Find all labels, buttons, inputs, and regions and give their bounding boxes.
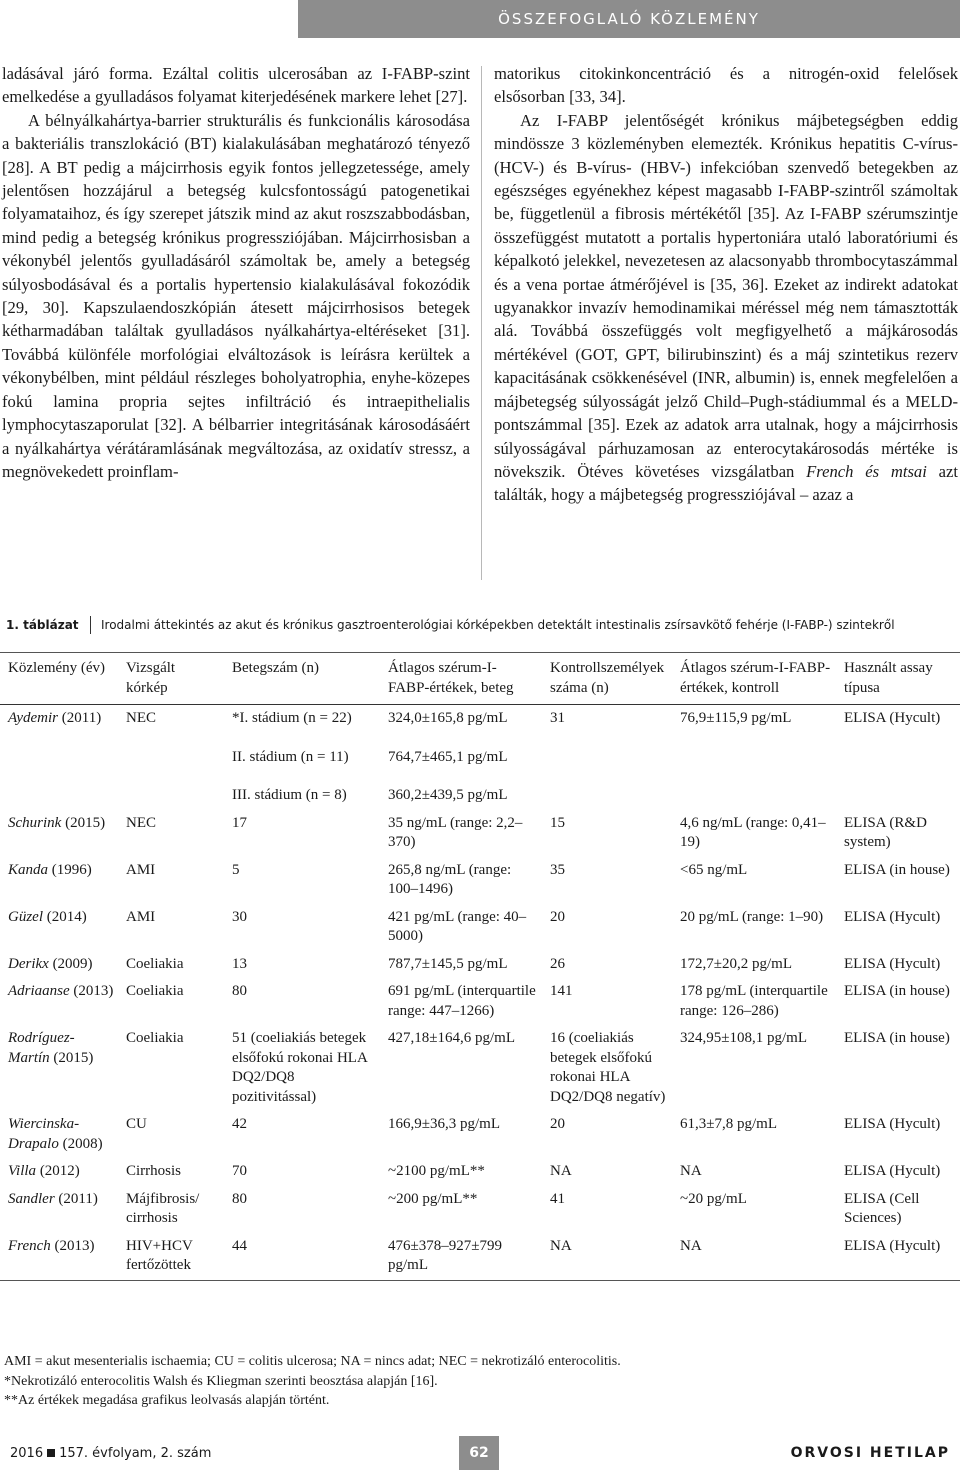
mean-value: 764,7±465,1 pg/mL (388, 748, 508, 765)
table-caption-text: Irodalmi áttekintés az akut és krónikus gasztroenterológiai kórképekben detektált intestinalis zsírsavkötő fehérje (I-FABP-) szintekről (101, 618, 895, 632)
cell-disease: AMI (126, 861, 156, 878)
patient-count: II. stádium (n = 11) (232, 748, 349, 765)
table-row (0, 1111, 960, 1158)
cell-author (0, 1111, 118, 1158)
mean-value: 427,18±164,6 pg/mL (388, 1030, 515, 1046)
cell-control-count: 16 (coeliakiás betegek elsőfokú rokonai HLA DQ2/DQ8 negatív) (550, 1030, 666, 1105)
cell-assay: ELISA (Hycult) (844, 1116, 941, 1132)
cell-mean-control: <65 ng/mL (680, 861, 748, 878)
mean-value: ~200 pg/mL** (388, 1190, 478, 1207)
cell-author (0, 1158, 118, 1186)
patient-count: 80 (232, 983, 247, 999)
cell-patient-count (224, 951, 380, 979)
cell-mean-patient (380, 857, 542, 904)
cell-control-count: NA (542, 1233, 672, 1281)
author-name: Derikx (8, 955, 49, 972)
column-header: Használt assay típusa (836, 653, 960, 705)
table-note: AMI = akut mesenterialis ischaemia; CU = colitis ulcerosa; NA = nincs adat; NEC = nekrotizáló enterocolitis. (4, 1354, 621, 1369)
cited-authors: French és mtsai (806, 461, 927, 481)
cell-patient-count (224, 705, 380, 810)
author-name: Adriaanse (8, 983, 70, 999)
cell-mean-control: ~20 pg/mL (680, 1190, 747, 1207)
cell-author (0, 1025, 118, 1111)
publication-year: (2015) (61, 814, 106, 831)
paragraph: matorikus citokinkoncentráció és a nitrogén-oxid felelősek elsősorban [33, 34]. (494, 64, 958, 107)
table-row (0, 1158, 960, 1186)
cell-assay: ELISA (Hycult) (844, 1163, 941, 1179)
table-row (0, 705, 960, 810)
cell-author (0, 705, 118, 810)
cell-author (0, 978, 118, 1025)
cell-control-count: 41 (550, 1190, 565, 1207)
caption-divider (90, 616, 91, 634)
patient-count: 42 (232, 1116, 247, 1132)
paragraph: ladásával járó forma. Ezáltal colitis ulcerosában az I-FABP-szint emelkedése a gyulladásos folyamat kiterjedésének markere lehet [27]. (2, 64, 470, 107)
mean-value: 421 pg/mL (range: 40–5000) (388, 908, 527, 944)
author-name: Schurink (8, 814, 62, 831)
cell-assay: ELISA (in house) (844, 1030, 950, 1046)
mean-value: 787,7±145,5 pg/mL (388, 955, 508, 972)
cell-mean-control: 4,6 ng/mL (range: 0,41–19) (680, 814, 826, 850)
cell-assay: ELISA (Hycult) (844, 908, 941, 925)
author-name: Kanda (8, 861, 49, 878)
cell-mean-control: 76,9±115,9 pg/mL (680, 710, 792, 726)
cell-disease: Coeliakia (126, 1030, 184, 1046)
cell-mean-control: NA (680, 1163, 702, 1179)
column-header: Vizsgált kórkép (118, 653, 224, 705)
publication-year: (1996) (48, 861, 92, 878)
table-row (0, 978, 960, 1025)
patient-count: 70 (232, 1163, 247, 1179)
cell-assay: ELISA (Hycult) (836, 1233, 960, 1281)
paragraph: Az I-FABP jelentőségét krónikus májbetegségben eddig mindössze 3 közleményben elemezték. Krónikus hepatitis C-vírus- (HCV-) és B-vírus- (HBV-) infekcióban szenvedő betegekben az egészséges egyénekhez képest magasabb I-FABP-szintről számoltak be, függetlenül a fibrosis mértékétől [35]. Az I-FABP szérumszintje összefüggést mutatott a portalis hypertoniára utaló laboratóriumi és képalkotó jelekkel, nevezetesen az alacsonyabb thrombocytaszámmal és a vena portae átmérőjével is [35, 36]. Ezeket az indirekt adatokat ugyanakkor invazív hemodinamikai méréssel még nem támasztották alá. Továbbá összefüggés volt megfigyelhető a májkárosodás mértékével (GOT, GPT, bilirubinszint) és a máj szintetikus rezerv kapacitásának csökkenésével (INR, albumin) is, ennek megfelelően a májbetegség súlyosságát jelző Child–Pugh-stádiummal és a MELD-pontszámmal [35]. Ezek az adatok arra utalnak, hogy a májcirrhosis súlyosságával párhuzamosan az enterocytakárosodás mértéke is növekszik. Ötéves követéses vizsgálatban French és mtsai azt találták, hogy a májbetegség progressziójával – azaz a (494, 110, 958, 505)
cell-assay: ELISA (Cell Sciences) (844, 1190, 920, 1226)
table-row (0, 1025, 960, 1111)
cell-mean-control: 178 pg/mL (interquartile range: 126–286) (680, 983, 828, 1019)
cell-control-count: NA (550, 1163, 572, 1179)
cell-control-count: 35 (550, 861, 565, 878)
patient-count: *I. stádium (n = 22) (232, 710, 352, 726)
table-note: **Az értékek megadása grafikus leolvasás alapján történt. (4, 1393, 330, 1408)
cell-control-count: 15 (550, 814, 565, 831)
publication-year: (2012) (36, 1163, 80, 1179)
publication-year: (2011) (58, 710, 102, 726)
author-name: Rodríguez-Martín (8, 1030, 75, 1066)
publication-year: (2008) (58, 1135, 103, 1152)
cell-assay: ELISA (in house) (844, 861, 950, 878)
section-header (298, 0, 960, 38)
table-header-row (0, 653, 960, 705)
patient-count: 44 (232, 1237, 247, 1254)
cell-disease: Coeliakia (126, 955, 184, 972)
cell-control-count: 141 (550, 983, 573, 999)
table-row (0, 810, 960, 857)
cell-mean-patient (380, 1186, 542, 1233)
cell-author (0, 951, 118, 979)
author-name: French (8, 1237, 51, 1254)
cell-mean-patient (380, 1111, 542, 1158)
cell-patient-count (224, 904, 380, 951)
cell-disease: NEC (126, 710, 156, 726)
cell-author (0, 904, 118, 951)
cell-patient-count (224, 1025, 380, 1111)
publication-year: (2013) (50, 1237, 95, 1254)
cell-disease: CU (126, 1116, 147, 1132)
table-row (0, 951, 960, 979)
column-header: Közlemény (év) (0, 653, 118, 705)
column-header: Betegszám (n) (224, 653, 380, 705)
page-number: 62 (469, 1445, 489, 1461)
cell-control-count: 20 (550, 1116, 565, 1132)
cell-patient-count (224, 1158, 380, 1186)
cell-mean-patient (380, 978, 542, 1025)
column-header: Átlagos szérum-I-FABP-értékek, beteg (380, 653, 542, 705)
cell-assay: ELISA (Hycult) (844, 710, 941, 726)
mean-value: 360,2±439,5 pg/mL (388, 787, 508, 803)
table-row (0, 857, 960, 904)
footer-volume: 157. évfolyam, 2. szám (59, 1446, 212, 1461)
cell-mean-control: 324,95±108,1 pg/mL (680, 1030, 807, 1046)
cell-disease: AMI (126, 908, 156, 925)
cell-patient-count (224, 810, 380, 857)
table-row (0, 1233, 960, 1281)
cell-control-count: 26 (550, 955, 565, 972)
page-number-box (459, 1436, 499, 1470)
journal-name: ORVOSI HETILAP (790, 1445, 950, 1461)
publication-year: (2015) (49, 1049, 94, 1066)
patient-count: 5 (232, 861, 240, 878)
cell-mean-patient (380, 705, 542, 810)
cell-mean-control: NA (672, 1233, 836, 1281)
patient-count: III. stádium (n = 8) (232, 787, 347, 803)
cell-assay: ELISA (in house) (844, 983, 950, 999)
author-name: Villa (8, 1163, 37, 1179)
cell-disease: HIV+HCV fertőzöttek (118, 1233, 224, 1281)
author-name: Sandler (8, 1190, 55, 1207)
cell-patient-count (224, 978, 380, 1025)
mean-value: ~2100 pg/mL** (388, 1163, 485, 1179)
cell-mean-patient (380, 951, 542, 979)
data-table (0, 652, 960, 1281)
body-column-right (494, 62, 958, 507)
table-note: *Nekrotizáló enterocolitis Walsh és Kliegman szerinti beosztása alapján [16]. (4, 1373, 438, 1389)
cell-disease: Coeliakia (126, 983, 184, 999)
cell-assay: ELISA (Hycult) (844, 955, 941, 972)
cell-disease: NEC (126, 814, 156, 831)
cell-author (0, 857, 118, 904)
cell-control-count: 20 (550, 908, 565, 925)
cell-author (0, 1233, 118, 1281)
cell-mean-control: 61,3±7,8 pg/mL (680, 1116, 777, 1132)
mean-value: 166,9±36,3 pg/mL (388, 1116, 500, 1132)
footer-issue (10, 1446, 211, 1461)
patient-count: 30 (232, 908, 247, 925)
author-name: Aydemir (8, 710, 58, 726)
cell-mean-control: 172,7±20,2 pg/mL (680, 955, 792, 972)
author-name: Wiercinska-Drapalo (8, 1116, 80, 1152)
mean-value: 691 pg/mL (interquartile range: 447–1266) (388, 983, 536, 1019)
mean-value: 35 ng/mL (range: 2,2–370) (388, 814, 523, 850)
cell-author (0, 1186, 118, 1233)
table-row (0, 904, 960, 951)
square-icon (47, 1449, 55, 1457)
cell-mean-patient (380, 1025, 542, 1111)
cell-patient-count (224, 1186, 380, 1233)
mean-value: 476±378–927±799 pg/mL (388, 1237, 502, 1273)
column-divider (481, 66, 482, 580)
mean-value: 265,8 ng/mL (range: 100–1496) (388, 861, 512, 897)
cell-patient-count (224, 1233, 380, 1281)
patient-count: 80 (232, 1190, 247, 1207)
cell-mean-patient (380, 810, 542, 857)
table-notes (4, 1352, 621, 1411)
cell-mean-control: 20 pg/mL (range: 1–90) (680, 908, 824, 925)
table-label: 1. táblázat (6, 618, 79, 632)
publication-year: (2013) (69, 983, 114, 999)
paragraph: A bélnyálkahártya-barrier strukturális és funkcionális károsodása a bakteriális transzlokáció (BT) kialakulásában meghatározó tényező [28]. A BT pedig a májcirrhosis egyik fontos jellegzetessége, amely jelentősen hozzájárul a betegség kulcsfontosságú patogenetikai folyamataihoz, és így szerepet játszik mind az akut roszszabbodásban, mind pedig a betegség krónikus progressziójában. Májcirrhosisban a vékonybél jelentős gyulladásáról számoltak be, amely a betegség súlyosbodásával és a portalis hypertensio kialakulásával fokozódik [29, 30]. Kapszulaendoszkópián átesett májcirrhosisos betegek kétharmadában találtak gyulladásos nyálkahártya-eltéréseket [31]. Továbbá különféle morfológiai elváltozások is leírásra kerültek a vékonybélben, mint például részleges boholyatrophia, enyhe-közepes fokú lamina propria sejtes infiltráció és intraepithelialis lymphocytaszaporulat [32]. A bélbarrier integritásának károsodásáért a nyálkahártya vérátáramlásának megváltozása, az oxidatív stressz, a megnövekedett proinflam- (2, 110, 470, 481)
publication-year: (2009) (48, 955, 93, 972)
mean-value: 324,0±165,8 pg/mL (388, 710, 508, 726)
cell-control-count: 31 (550, 710, 565, 726)
cell-disease: Cirrhosis (126, 1163, 182, 1179)
footer-year: 2016 (10, 1446, 44, 1461)
patient-count: 13 (232, 955, 247, 972)
column-header: Átlagos szérum-I-FABP-értékek, kontroll (672, 653, 836, 705)
author-name: Güzel (8, 908, 43, 925)
patient-count: 51 (coeliakiás betegek elsőfokú rokonai HLA DQ2/DQ8 pozitivitással) (232, 1030, 367, 1105)
cell-mean-patient (380, 1158, 542, 1186)
cell-patient-count (224, 1111, 380, 1158)
patient-count: 17 (232, 814, 247, 831)
table-row (0, 1186, 960, 1233)
publication-year: (2014) (43, 908, 87, 925)
cell-mean-patient (380, 1233, 542, 1281)
body-column-left (2, 62, 470, 483)
column-header: Kontrollszemélyek száma (n) (542, 653, 672, 705)
cell-mean-patient (380, 904, 542, 951)
cell-author (0, 810, 118, 857)
section-title: ÖSSZEFOGLALÓ KÖZLEMÉNY (498, 10, 760, 28)
publication-year: (2011) (54, 1190, 98, 1207)
cell-assay: ELISA (R&D system) (844, 814, 927, 850)
table-caption (6, 618, 956, 634)
cell-patient-count (224, 857, 380, 904)
cell-disease: Májfibrosis/ cirrhosis (126, 1190, 200, 1226)
